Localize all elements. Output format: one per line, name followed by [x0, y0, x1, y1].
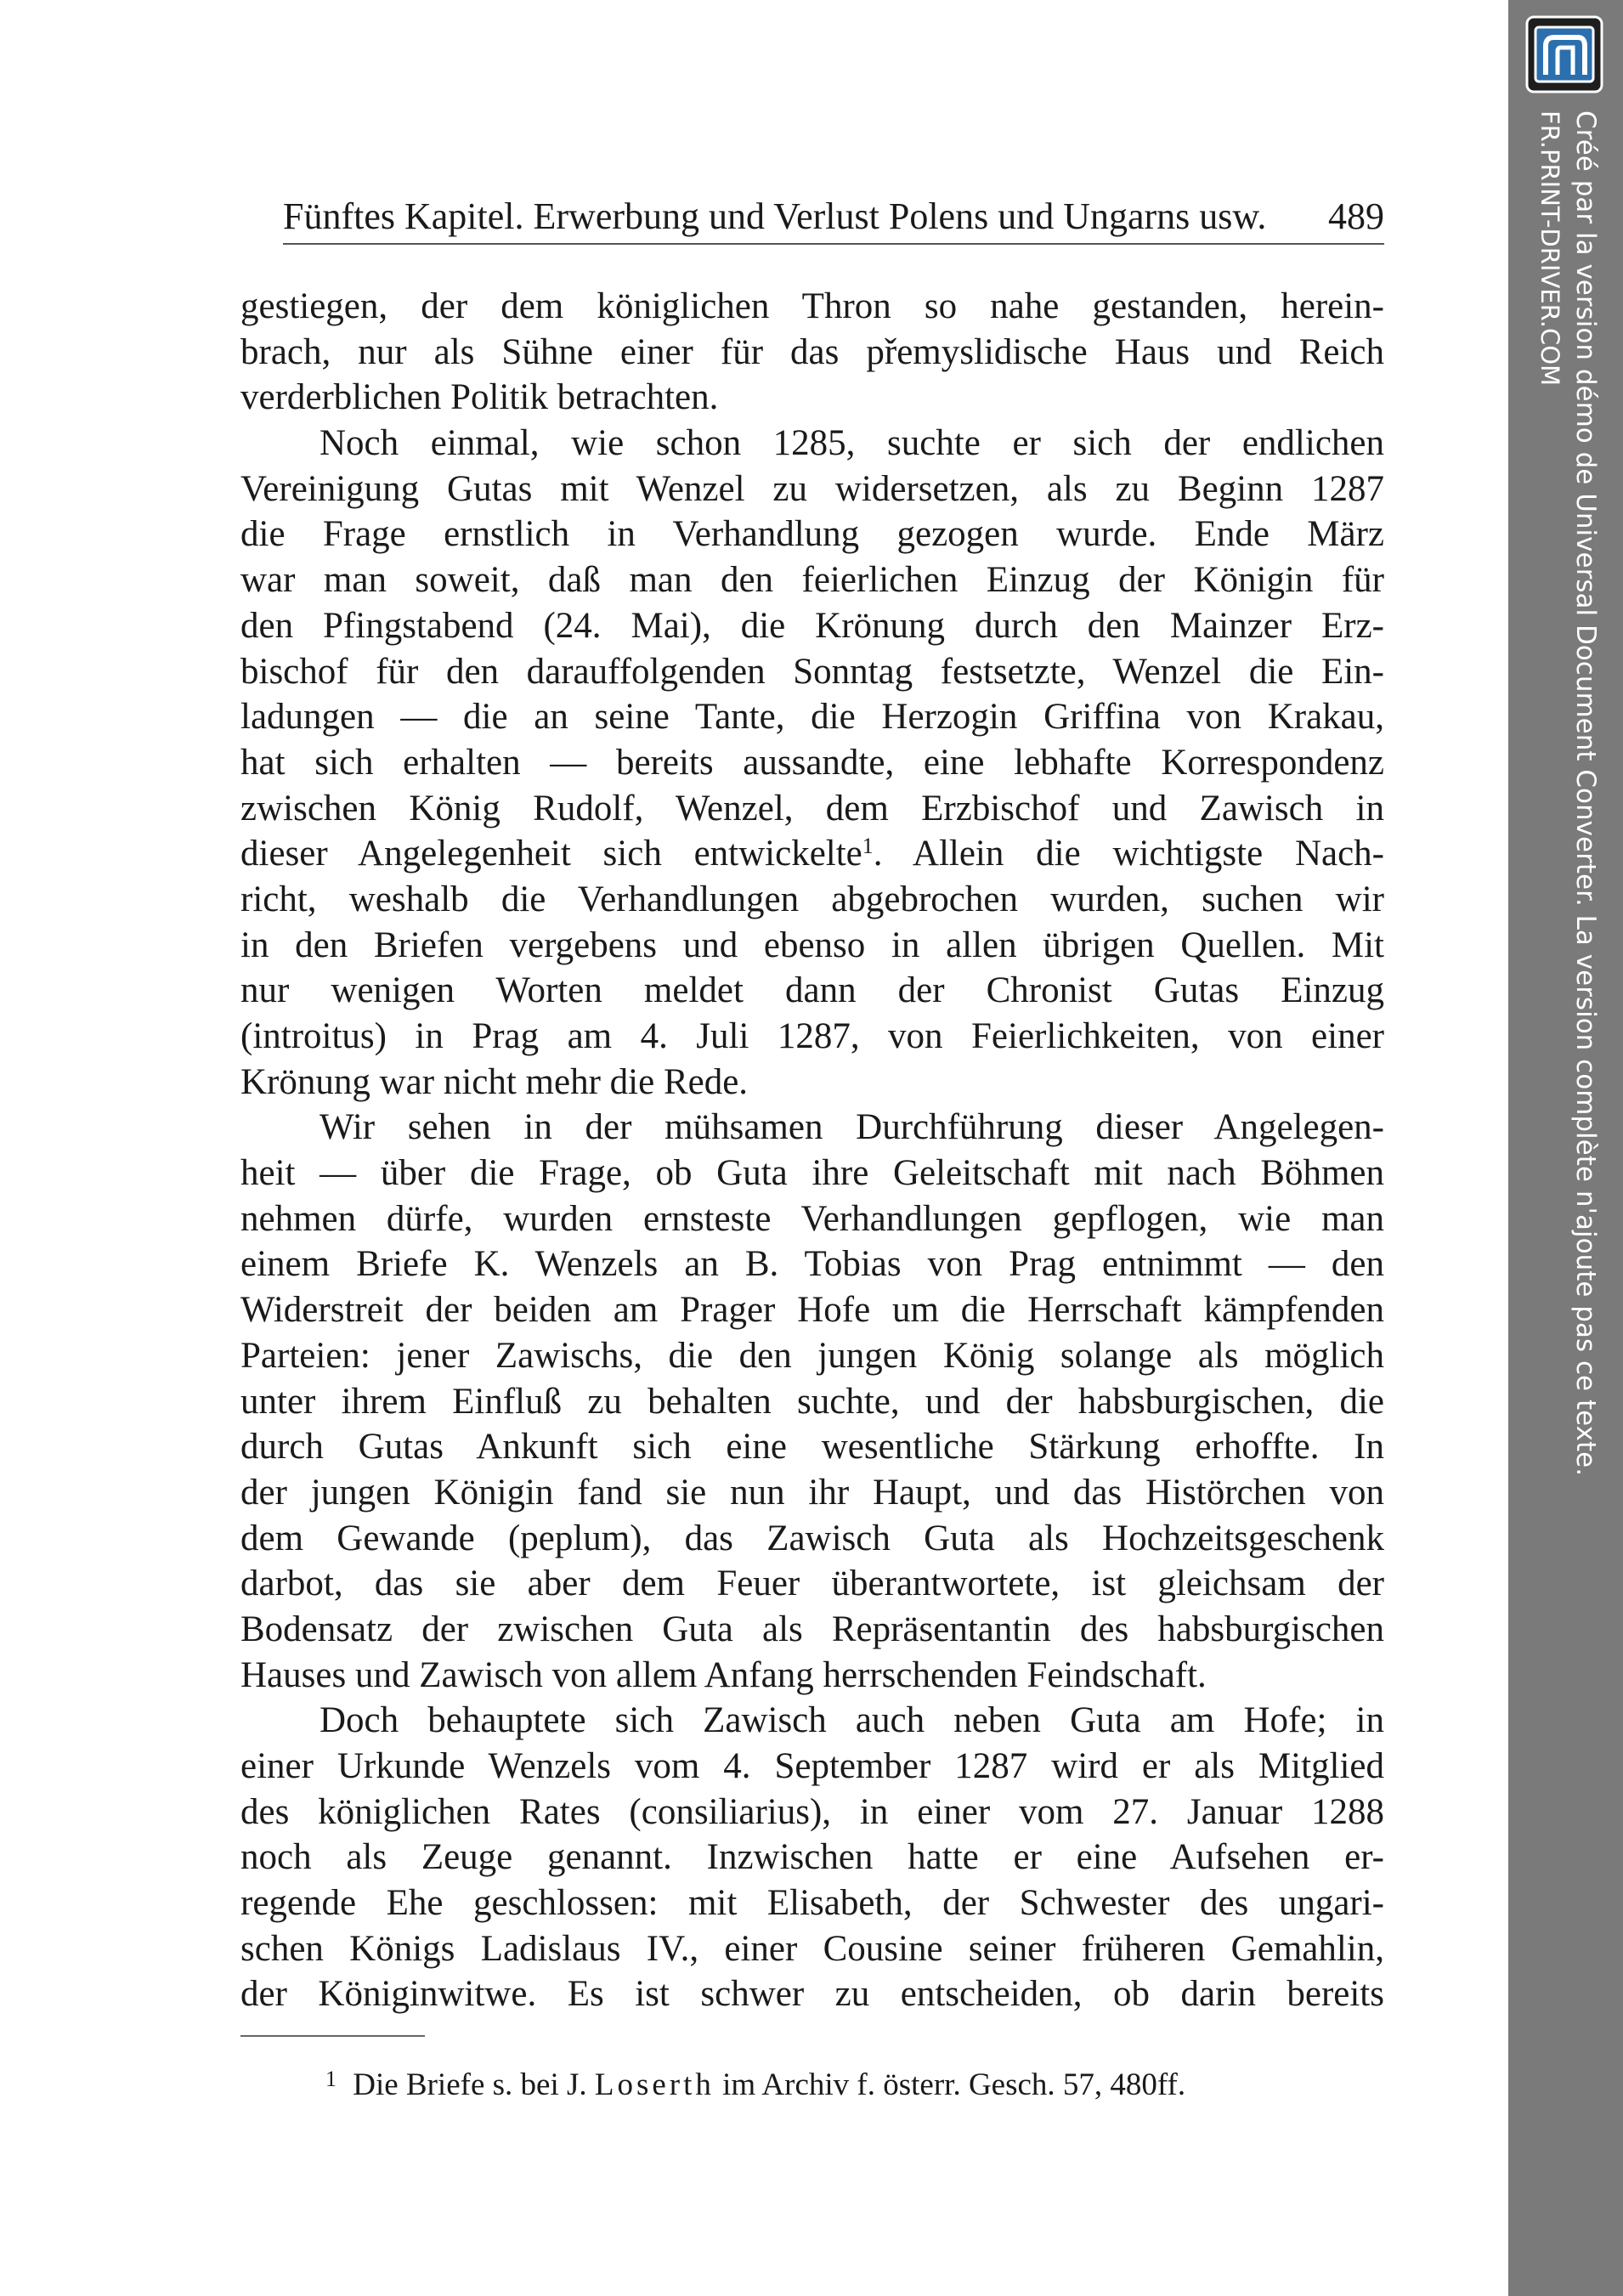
text-line: brach, nur als Sühne einer für das přemyslidische Haus und Reich — [240, 331, 1384, 372]
text-line: heit — über die Frage, ob Guta ihre Geleitschaft mit nach Böhmen — [240, 1153, 1384, 1194]
text-line: in den Briefen vergebens und ebenso in allen übrigen Quellen. Mit — [240, 925, 1384, 965]
text-line: noch als Zeuge genannt. Inzwischen hatte er eine Aufsehen er- — [240, 1837, 1384, 1878]
text-line: unter ihrem Einfluß zu behalten suchte, und der habsburgischen, die — [240, 1381, 1384, 1422]
text-line: Parteien: jener Zawischs, die den jungen König solange als möglich — [240, 1335, 1384, 1376]
text-line: Widerstreit der beiden am Prager Hofe um die Herrschaft kämpfenden — [240, 1290, 1384, 1331]
footnote-mark: 1 — [325, 2067, 336, 2091]
footnote-prefix: Die Briefe s. bei J. — [353, 2067, 587, 2102]
text-line: gestiegen, der dem königlichen Thron so nahe gestanden, herein- — [240, 286, 1384, 326]
body-text — [240, 284, 1384, 2017]
text-line: nur wenigen Worten meldet dann der Chronist Gutas Einzug — [240, 970, 1384, 1011]
text-line: regende Ehe geschlossen: mit Elisabeth, der Schwester des ungari- — [240, 1883, 1384, 1924]
footnote-author: Loserth — [594, 2067, 715, 2102]
text-line: nehmen dürfe, wurden ernsteste Verhandlungen gepflogen, wie man — [240, 1198, 1384, 1239]
text-line: hat sich erhalten — bereits aussandte, eine lebhafte Korrespondenz — [240, 742, 1384, 783]
text-line: ladungen — die an seine Tante, die Herzogin Griffina von Krakau, — [240, 697, 1384, 738]
text-line: Doch behauptete sich Zawisch auch neben Guta am Hofe; in — [320, 1700, 1384, 1741]
text-line: Krönung war nicht mehr die Rede. — [240, 1061, 749, 1102]
text-line: Vereinigung Gutas mit Wenzel zu widersetzen, als zu Beginn 1287 — [240, 468, 1384, 509]
running-head — [283, 190, 1384, 243]
text-line: schen Königs Ladislaus IV., einer Cousine seiner früheren Gemahlin, — [240, 1928, 1384, 1969]
footnote — [325, 2056, 1384, 2108]
text-line-with-footnote-ref — [240, 831, 1384, 877]
header-rule — [283, 243, 1384, 245]
text-line: einem Briefe K. Wenzels an B. Tobias von Prag entnimmt — den — [240, 1244, 1384, 1285]
text-line: dem Gewande (peplum), das Zawisch Guta als Hochzeitsgeschenk — [240, 1518, 1384, 1558]
text-line: zwischen König Rudolf, Wenzel, dem Erzbischof und Zawisch in — [240, 788, 1384, 828]
text-line: verderblichen Politik betrachten. — [240, 377, 719, 418]
text-line: darbot, das sie aber dem Feuer überantwortete, ist gleichsam der — [240, 1564, 1384, 1604]
text-line: Noch einmal, wie schon 1285, suchte er sich der endlichen — [320, 423, 1384, 464]
text-line: durch Gutas Ankunft sich eine wesentliche Stärkung erhoffte. In — [240, 1427, 1384, 1468]
page-number: 489 — [1328, 195, 1384, 237]
text-line: der jungen Königin fand sie nun ihr Haupt, und das Histörchen von — [240, 1472, 1384, 1513]
text-segment: . Allein die wichtigste Nach- — [873, 834, 1384, 874]
text-line: (introitus) in Prag am 4. Juli 1287, von Feierlichkeiten, von einer — [240, 1016, 1384, 1056]
udc-logo-icon — [1525, 15, 1603, 93]
text-line: einer Urkunde Wenzels vom 4. September 1287 wird er als Mitglied — [240, 1746, 1384, 1786]
text-line: war man soweit, daß man den feierlichen Einzug der Königin für — [240, 560, 1384, 601]
footnote-reference: 1 — [862, 834, 874, 859]
text-line: richt, weshalb die Verhandlungen abgebrochen wurden, suchen wir — [240, 879, 1384, 919]
watermark-url: FR.PRINT-DRIVER.COM — [1535, 110, 1564, 387]
text-line: Hauses und Zawisch von allem Anfang herrschenden Feindschaft. — [240, 1654, 1207, 1695]
text-line: Wir sehen in der mühsamen Durchführung dieser Angelegen- — [320, 1107, 1384, 1148]
text-line: des königlichen Rates (consiliarius), in einer vom 27. Januar 1288 — [240, 1791, 1384, 1832]
text-line: bischof für den darauffolgenden Sonntag festsetzte, Wenzel die Ein- — [240, 651, 1384, 692]
watermark-notice: Créé par la version démo de Universal Document Converter. La version complète n'ajoute pas ce texte. — [1570, 110, 1601, 1477]
text-line: der Königinwitwe. Es ist schwer zu entscheiden, ob darin bereits — [240, 1974, 1384, 2015]
text-line: Bodensatz der zwischen Guta als Repräsentantin des habsburgischen — [240, 1609, 1384, 1649]
text-line: die Frage ernstlich in Verhandlung gezogen wurde. Ende März — [240, 514, 1384, 555]
footnote-rule — [240, 2035, 425, 2037]
text-line: den Pfingstabend (24. Mai), die Krönung durch den Mainzer Erz- — [240, 605, 1384, 646]
running-head-title: Fünftes Kapitel. Erwerbung und Verlust Polens und Ungarns usw. — [283, 195, 1267, 237]
text-segment: dieser Angelegenheit sich entwickelte — [240, 834, 862, 874]
footnote-suffix: im Archiv f. österr. Gesch. 57, 480ff. — [722, 2067, 1186, 2102]
